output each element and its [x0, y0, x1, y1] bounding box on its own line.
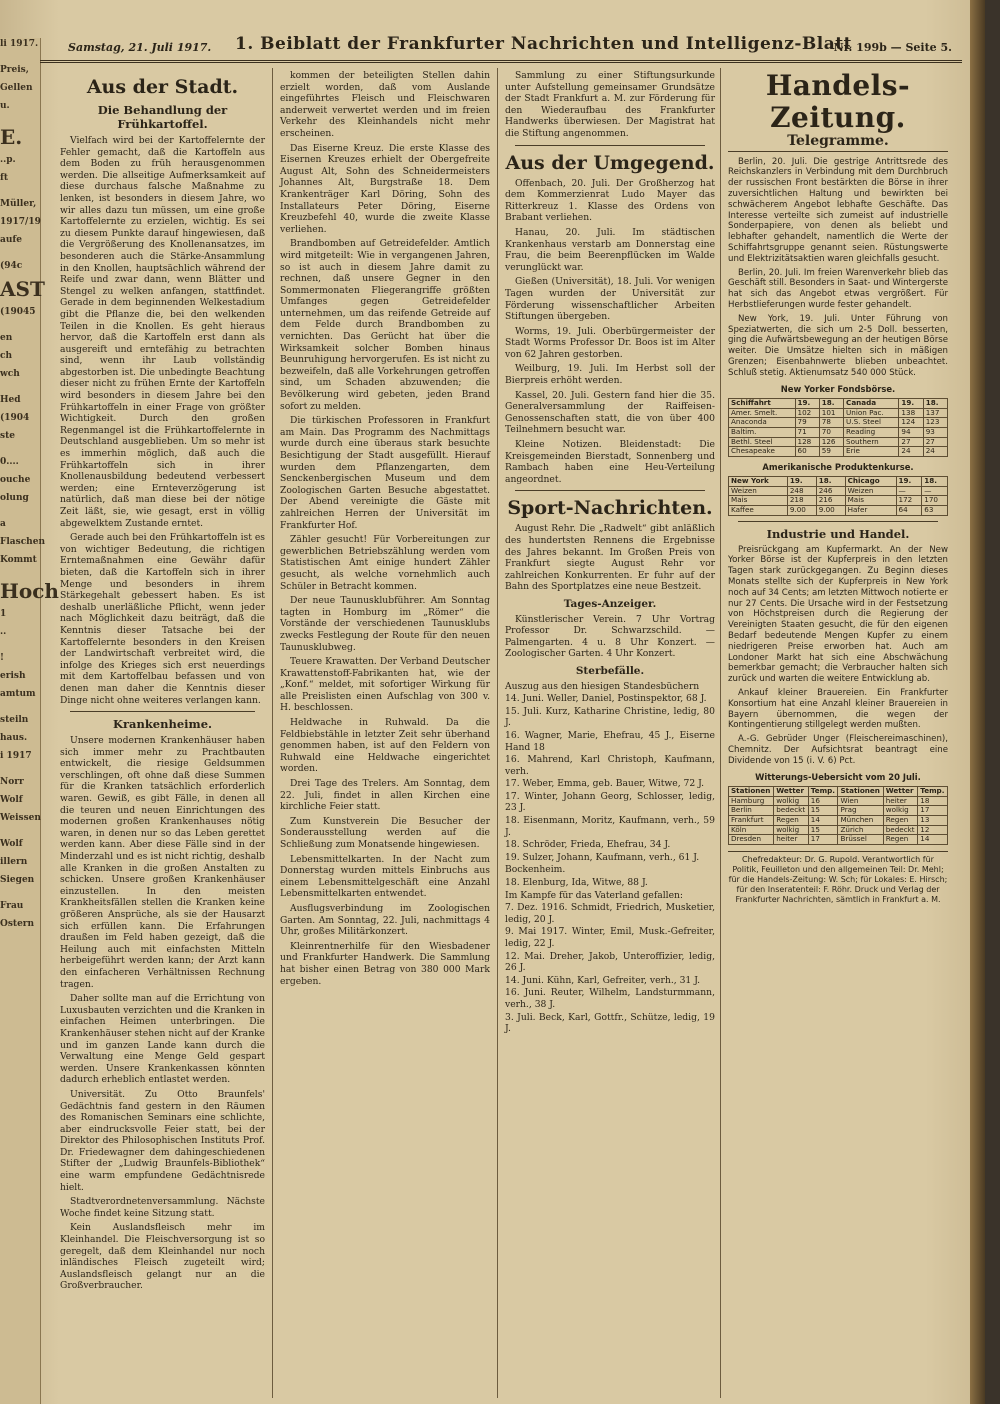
article-paragraph: Vielfach wird bei der Kartoffelernte der Fehler gemacht, daß die Kartoffeln aus dem Boden zu früh herausgenommen werden. Die allseitige Aufmerksamkeit auf diese durchaus falsche Maßnahme zu lenken, ist besonders in diesem Jahre, wo wir alles dazu tun müssen, um eine große Kartoffelernte zu erzielen, wichtig. Es sei zu diesem Punkte darauf hingewiesen, daß die Vergrößerung des Knollenansatzes, im besonderen auch die Stärke-Ansammlung in den Knollen, hauptsächlich während der Reife und zwar dann, wenn Blätter und Stengel zu welken anfangen, stattfindet. Gerade in dem beginnenden Welkestadium gibt die Pflanze die, bei den welkenden Teilen in die Knollen. Es geht hieraus hervor, daß die Kartoffeln erst dann als ausgereift und erntefähig zu betrachten sind, wenn ihr Laub vollständig abgestorben ist. Die unbedingte Beachtung dieser nicht zu frühen Ernte der Kartoffeln wird besonders in diesem Jahre bei den Frühkartoffeln in einer Frage von größter Wichtigkeit. Durch den großen Regenmangel ist die Frühkartoffelernte in Deutschland ausgeblieben. Um so mehr ist es immerhin möglich, daß auch die Frühkartoffeln sich in ihrer Knollenausbildung bedeutend verbessert werden; eine Ernteverzögerung ist natürlich, daß man diese bei der nötige Zeit läßt, sie, wie gesagt, erst in völlig abgewelktem Zustande erntet. [60, 135, 265, 529]
article-paragraph: Der neue Taunusklubführer. Am Sonntag tagten in Homburg im „Römer“ die Vorstände der verschiedenen Taunusklubs zwecks Festlegung der Route für den neuen Taunusklubweg. [280, 595, 490, 653]
table-cell: 19. [787, 477, 816, 487]
table-cell: U.S. Steel [844, 418, 899, 428]
table-cell: 13 [918, 815, 948, 825]
strip-fragment: ft [0, 173, 9, 183]
table-row [729, 486, 948, 496]
strip-fragment: Wolf [0, 795, 23, 805]
table-cell: 123 [923, 418, 947, 428]
article-paragraph: Offenbach, 20. Juli. Der Großherzog hat dem Kommerzienrat Ludo Mayer das Ritterkreuz 1. Klasse des Ordens von Brabant verliehen. [505, 177, 715, 224]
article-paragraph: Berlin, 20. Juli. Die gestrige Antrittsrede des Reichskanzlers in Verbindung mit dem Durchbruch der russischen Front bestärkten die Börse in ihrer zuversichtlichen Haltung und bewirkten bei schwächerem Angebot lebhafte Geschäfte. Das Interesse verteilte sich zumeist auf industrielle Sonderpapiere, von denen als beliebt und lebhafter gehandelt, namentlich die Werte der Schiffahrtsgruppe genannt seien. Rüstungswerte und Elektrizitätsaktien waren gleichfalls gesucht. [728, 156, 948, 264]
table-cell: 9.00 [787, 506, 816, 516]
strip-fragment: Weissen [0, 813, 41, 823]
table-cell: Temp. [918, 787, 948, 797]
table-cell: 70 [819, 427, 843, 437]
article-paragraph: Ausflugsverbindung im Zoologischen Garten. Am Sonntag, 22. Juli, nachmittags 4 Uhr, großes Militärkonzert. [280, 902, 490, 938]
table-caption-fondsboerse: New Yorker Fondsbörse. [780, 383, 896, 394]
table-cell: 24 [899, 447, 923, 457]
table-cell: Zürich [838, 825, 883, 835]
heading-telegramme: Telegramme. [728, 136, 948, 152]
death-notice: 18. Elenburg, Ida, Witwe, 88 J. [505, 877, 648, 889]
stock-table [728, 398, 948, 457]
table-cell: 71 [795, 427, 819, 437]
article-paragraph: Unsere modernen Krankenhäuser haben sich immer mehr zu Prachtbauten entwickelt, die riesige Geldsummen verschlingen, oft ohne daß diese Summen für die Kranken tatsächlich erforderlich waren. Gewiß, es gibt Fälle, in denen all die teuren und neuen Einrichtungen des modernen großen Krankenhauses nötig waren, in denen nur so das Leben gerettet werden kann. Aber diese Fälle sind in der Minderzahl und es ist nicht richtig, deshalb alle Kranken in die großen Anstalten zu schicken. Unsere großen Krankenhäuser einzustellen. In den meisten Krankheitsfällen stellen die Kranken keine größeren Ansprüche, als sie der Hausarzt sich erfüllen kann. Die Erfahrungen draußen im Feld haben gezeigt, daß die Heilung auch mit einfachsten Mitteln herbeigeführt werden kann; der Arzt kann den einfacheren Verhältnissen Rechnung tragen. [60, 735, 265, 990]
table-row [729, 815, 948, 825]
table-row [729, 796, 948, 806]
article-paragraph: Teuere Krawatten. Der Verband Deutscher Krawattenstoff-Fabrikanten hat, wie der „Konf.“ meldet, mit sofortiger Wirkung für alle Preislisten einen Aufschlag von 300 v. H. beschlossen. [280, 656, 490, 714]
strip-fragment: Müller, [0, 199, 37, 209]
article-paragraph: kommen der beteiligten Stellen dahin erzielt worden, daß vom Auslande eingeführtes Fleisch und Fleischwaren anderweit verwertet werden und im freien Verkehr des Kleinhandels nicht mehr erscheinen. [280, 70, 490, 139]
article-paragraph: Universität. Zu Otto Braunfels' Gedächtnis fand gestern in den Räumen des Romanischen Seminars eine schlichte, aber eindrucksvolle Feier statt, bei der Direktor des Philosophischen Instituts Prof. Dr. Friedewagner dem dahingeschiedenen Stifter der „Ludwig Braunfels-Bibliothek“ eine warm empfundene Gedächtnisrede hielt. [60, 1088, 265, 1193]
table-cell: München [838, 815, 883, 825]
death-notice: 12. Mai. Dreher, Jakob, Unteroffizier, ledig, 26 J. [505, 950, 715, 974]
article-paragraph: A.-G. Gebrüder Unger (Fleischereimaschinen), Chemnitz. Der Aufsichtsrat beantragt eine Dividende von 15 (i. V. 6) Pct. [728, 734, 948, 766]
imprint: Chefredakteur: Dr. G. Rupold. Verantwortlich für Politik, Feuilleton und den allgemeinen Teil: Dr. Mehl; für die Handels-Zeitung: W. Sch; für Lokales: E. Hirsch; für den Inseratenteil: F. Röhr. Druck und Verlag der Frankfurter Nachrichten, sämtlich in Frankfurt a. M. [728, 851, 948, 905]
article-paragraph: Brandbomben auf Getreidefelder. Amtlich wird mitgeteilt: Wie in vergangenen Jahren, so ist auch in diesem Jahre damit zu rechnen, daß unsere Gegner in den Sommermonaten Fliegerangriffe größten Umfanges gegen Getreidefelder unternehmen, um das reifende Getreide auf dem Felde durch Brandbomben zu vernichten. Das Gerücht hat über die Wirksamkeit solcher Bomben hinaus Beunruhigung hervorgerufen. Es ist nicht zu bezweifeln, daß alle Vorkehrungen getroffen sind, um Schaden abzuwenden; die Bevölkerung wird gebeten, jeden Brand sofort zu melden. [280, 238, 490, 412]
table-cell: Stationen [838, 787, 883, 797]
strip-fragment: ! [0, 653, 4, 663]
table-cell: 102 [795, 408, 819, 418]
strip-fragment: Hoch [0, 579, 59, 603]
table-cell: — [896, 486, 922, 496]
death-notice: 3. Juli. Beck, Karl, Gottfr., Schütze, ledig, 19 J. [505, 1011, 715, 1035]
table-cell: 16 [808, 796, 838, 806]
table-cell: Temp. [808, 787, 838, 797]
table-cell: Mais [845, 496, 896, 506]
article-paragraph: Lebensmittelkarten. In der Nacht zum Donnerstag wurden mittels Einbruchs aus einem Lebensmittelgeschäft eine Anzahl Lebensmittelkarten entwendet. [280, 853, 490, 900]
section-title-city: Aus der Stadt. [86, 76, 239, 98]
commodity-table [728, 476, 948, 515]
table-cell: Kaffee [729, 506, 788, 516]
book-edge [970, 0, 985, 1404]
table-cell: wolkig [774, 825, 809, 835]
column-local-news [60, 70, 265, 1390]
table-cell: 170 [922, 496, 948, 506]
table-cell: Berlin [729, 806, 774, 816]
death-notice: Bockenheim. [505, 864, 566, 876]
strip-fragment: (1904 [0, 413, 30, 423]
table-cell: Regen [883, 835, 918, 845]
table-cell: Prag [838, 806, 883, 816]
table-row [729, 835, 948, 845]
article-paragraph: Zum Kunstverein Die Besucher der Sonderausstellung werden auf die Schließung zum Monatsende hingewiesen. [280, 815, 490, 850]
table-cell: 18. [819, 399, 843, 409]
table-cell: 15 [808, 806, 838, 816]
table-cell: Canada [844, 399, 899, 409]
table-cell: Brüssel [838, 835, 883, 845]
article-paragraph: Sammlung zu einer Stiftungsurkunde unter Aufstellung gemeinsamer Grundsätze der Stadt Frankfurt a. M. zur Förderung für den Wiederaufbau des Frankfurter Handwerks überwiesen. Der Magistrat hat die Stiftung angenommen. [505, 70, 715, 139]
strip-fragment: (94c [0, 261, 23, 271]
table-cell: 15 [808, 825, 838, 835]
table-cell: bedeckt [883, 825, 918, 835]
article-paragraph: Hanau, 20. Juli. Im städtischen Krankenhaus verstarb am Donnerstag eine Frau, die beim Beerenpflücken im Walde verunglückt war. [505, 226, 715, 273]
heading-sterbefaelle: Sterbefälle. [575, 664, 645, 677]
column-divider [720, 68, 721, 1398]
strip-fragment: i 1917 [0, 751, 32, 761]
death-notice: 14. Juni. Kühn, Karl, Gefreiter, verh., 31 J. [505, 974, 701, 986]
table-cell: 137 [923, 408, 947, 418]
strip-fragment: 1917/19 [0, 217, 41, 227]
article-paragraph: Drei Tage des Trelers. Am Sonntag, dem 22. Juli, findet in allen Kirchen eine kirchliche Feier statt. [280, 778, 490, 813]
article-paragraph: Ankauf kleiner Brauereien. Ein Frankfurter Konsortium hat eine Anzahl kleiner Brauereien in Bayern übernommen, die wegen der Kontingentierung stillgelegt werden mußten. [728, 688, 948, 731]
table-cell: 19. [896, 477, 922, 487]
article-paragraph: Daher sollte man auf die Errichtung von Luxusbauten verzichten und die Kranken in einfachen Heimen unterbringen. Die Krankenhäuser stehen nicht auf der Kranke und im ganzen Lande kann durch die Verwaltung eine Menge Geld gespart werden. Unsere Krankenkassen könnten dadurch erheblich entlastet werden. [60, 993, 265, 1086]
table-cell: 246 [816, 486, 845, 496]
table-cell: 59 [819, 447, 843, 457]
table-cell: Frankfurt [729, 815, 774, 825]
table-cell: Bethl. Steel [729, 437, 796, 447]
strip-fragment: E. [0, 125, 23, 149]
table-cell: 94 [899, 427, 923, 437]
strip-fragment: a [0, 519, 6, 529]
table-cell: Weizen [845, 486, 896, 496]
table-row [729, 477, 948, 487]
table-cell: 18. [922, 477, 948, 487]
divider [738, 521, 938, 522]
table-cell: 172 [896, 496, 922, 506]
table-cell: wolkig [883, 806, 918, 816]
strip-fragment: Gellen [0, 83, 33, 93]
weather-table [728, 786, 948, 845]
table-cell: 63 [922, 506, 948, 516]
table-cell: 101 [819, 408, 843, 418]
strip-fragment: aufe [0, 235, 22, 245]
table-cell: Dresden [729, 835, 774, 845]
table-row [729, 418, 948, 428]
article-paragraph: Worms, 19. Juli. Oberbürgermeister der Stadt Worms Professor Dr. Boos ist im Alter von 62 Jahren gestorben. [505, 325, 715, 360]
table-cell: 128 [795, 437, 819, 447]
article-paragraph: Weilburg, 19. Juli. Im Herbst soll der Bierpreis erhöht werden. [505, 363, 715, 387]
strip-fragment: erish [0, 671, 26, 681]
article-paragraph: Zähler gesucht! Für Vorbereitungen zur gewerblichen Betriebszählung werden vom Statistischen Amt einige hundert Zähler gesucht, als welche vornehmlich auch Schüler in Betracht kommen. [280, 534, 490, 592]
article-paragraph: Kleine Notizen. Bleidenstadt: Die Kreisgemeinden Bierstadt, Sonnenberg und Rambach haben eine Heu-Verteilung angeordnet. [505, 439, 715, 485]
strip-fragment: en [0, 333, 13, 343]
table-cell: Chesapeake [729, 447, 796, 457]
death-notice: 17. Weber, Emma, geb. Bauer, Witwe, 72 J. [505, 778, 705, 790]
previous-page-strip [0, 38, 59, 1404]
article-paragraph: Kassel, 20. Juli. Gestern fand hier die 35. Generalversammlung der Raiffeisen-Genossenschaften statt, die von über 400 Teilnehmern besucht war. [505, 389, 715, 436]
table-cell: 17 [808, 835, 838, 845]
strip-fragment: Wolf [0, 839, 23, 849]
table-cell: Erie [844, 447, 899, 457]
death-notice: 16. Wagner, Marie, Ehefrau, 45 J., Eiserne Hand 18 [505, 729, 715, 753]
table-cell: 138 [899, 408, 923, 418]
strip-top: li 1917. [0, 39, 39, 49]
divider [515, 490, 705, 491]
table-cell: Stationen [729, 787, 774, 797]
article-paragraph: Kleinrentnerhilfe für den Wiesbadener und Frankfurter Handwerk. Die Sammlung hat bisher einen Betrag von 380 000 Mark ergeben. [280, 940, 490, 987]
page-number: Nr. 199b — Seite 5. [833, 41, 952, 54]
death-notice: 18. Eisenmann, Moritz, Kaufmann, verh., 59 J. [505, 815, 715, 838]
table-cell: Reading [844, 427, 899, 437]
article-heading-kartoffel: Die Behandlung der Frühkartoffel. [97, 103, 228, 131]
strip-fragment: Siegen [0, 875, 35, 885]
issue-date: Samstag, 21. Juli 1917. [68, 41, 212, 54]
strip-fragment: ch [0, 351, 13, 361]
death-notice: 18. Schröder, Frieda, Ehefrau, 34 J. [505, 839, 671, 851]
strip-fragment: ..p. [0, 155, 16, 165]
strip-fragment: (19045 [0, 307, 36, 317]
table-caption-produkten: Amerikanische Produktenkurse. [762, 461, 914, 472]
table-row [729, 825, 948, 835]
table-cell: Union Pac. [844, 408, 899, 418]
column-commerce [728, 70, 948, 1390]
table-caption-weather: Witterungs-Uebersicht vom 20 Juli. [755, 771, 921, 782]
table-cell: Köln [729, 825, 774, 835]
table-cell: Weizen [729, 486, 788, 496]
table-cell: 79 [795, 418, 819, 428]
table-cell: Baltim. [729, 427, 796, 437]
strip-fragment: Flaschen [0, 537, 45, 547]
article-paragraph: Heldwache in Ruhwald. Da die Feldbiebstähle in letzter Zeit sehr überhand genommen haben, ist auf den Feldern von Ruhwald eine Heldwache eingerichtet worden. [280, 717, 490, 775]
table-cell: heiter [774, 835, 809, 845]
table-cell: New York [729, 477, 788, 487]
table-cell: 27 [923, 437, 947, 447]
death-notice: Im Kampfe für das Vaterland gefallen: [505, 889, 684, 901]
table-cell: Wetter [883, 787, 918, 797]
strip-fragment: AST [0, 277, 45, 301]
strip-fragment: haus. [0, 733, 28, 743]
section-title-region: Aus der Umgegend. [505, 151, 715, 174]
death-notice: 15. Juli. Kurz, Katharine Christine, ledig, 80 J. [505, 705, 715, 729]
heading-tages-anzeiger: Tages-Anzeiger. [563, 597, 657, 610]
strip-fragment: steiln [0, 715, 29, 725]
strip-fragment: Frau [0, 901, 24, 911]
table-row [729, 496, 948, 506]
article-paragraph: August Rehr. Die „Radwelt“ gibt anläßlich des hundertsten Rennens die Ergebnisse des Jahres bekannt. Im Großen Preis von Frankfurt siegte August Rehr vor zahlreichen Konkurrenten. Er fuhr auf der Bahn des Sportplatzes eine neue Bestzeit. [505, 523, 715, 593]
column-divider [272, 68, 273, 1398]
table-cell: 27 [899, 437, 923, 447]
death-notices-list [505, 681, 715, 1035]
death-notice: 17. Winter, Johann Georg, Schlosser, ledig, 23 J. [505, 790, 715, 814]
table-cell: 126 [819, 437, 843, 447]
table-cell: 17 [918, 806, 948, 816]
death-notice: 19. Sulzer, Johann, Kaufmann, verh., 61 J. [505, 851, 700, 863]
table-cell: Mais [729, 496, 788, 506]
table-cell: 9.00 [816, 506, 845, 516]
masthead [40, 30, 962, 63]
article-paragraph: Gerade auch bei den Frühkartoffeln ist es von wichtiger Bedeutung, die richtigen Erntemaßnahmen eine Gewähr dafür bieten, daß die Kartoffeln sich in ihrer Menge und besonders in ihrem Stärkegehalt gebessert haben. Es ist deshalb unerläßliche Pflicht, wenn jeder nach Möglichkeit dazu beiträgt, daß die Kenntnis dieser Tatsache bei der Kartoffelernte besonders in den Kreisen der Landwirtschaft verbreitet wird, die infolge des Krieges sich erst neuerdings mit dem Kartoffelbau befassen und von denen man daher die Kenntnis dieser Dinge nicht ohne weiteres verlangen kann. [60, 532, 266, 706]
table-cell: 216 [816, 496, 845, 506]
table-cell: Regen [883, 815, 918, 825]
death-notice: 9. Mai 1917. Winter, Emil, Musk.-Gefreiter, ledig, 22 J. [505, 926, 715, 949]
heading-industrie: Industrie und Handel. [766, 526, 910, 541]
column-local-news-cont [280, 70, 490, 1390]
strip-fragment: Hed [0, 395, 21, 405]
death-notice: 7. Dez. 1916. Schmidt, Friedrich, Musketier, ledig, 20 J. [505, 902, 715, 925]
strip-fragment: 0.... [0, 457, 19, 467]
table-row [729, 506, 948, 516]
strip-fragments [0, 64, 59, 930]
article-paragraph: New York, 19. Juli. Unter Führung von Speziatwerten, die sich um 2-5 Doll. besserten, ging die Aufwärtsbewegung an der heutigen Börse weiter. Die Umsätze hielten sich in mäßigen Grenzen; Eisenbahnwerte blieben unbeachtet. Schluß stetig. Aktienumsatz 540 000 Stück. [728, 313, 948, 378]
death-notice: 14. Juni. Weller, Daniel, Postinspektor, 68 J. [505, 693, 707, 705]
column-divider [497, 68, 498, 1398]
strip-fragment: wch [0, 369, 20, 379]
strip-fragment: ouche [0, 475, 31, 485]
table-cell: 24 [923, 447, 947, 457]
table-cell: 78 [819, 418, 843, 428]
table-cell: 18 [918, 796, 948, 806]
strip-fragment: Preis, [0, 65, 29, 75]
table-row [729, 447, 948, 457]
strip-fragment: illern [0, 857, 28, 867]
strip-fragment: ste [0, 431, 15, 441]
table-row [729, 427, 948, 437]
strip-fragment: olung [0, 493, 29, 503]
table-cell: 60 [795, 447, 819, 457]
death-notice: 16. Mahrend, Karl Christoph, Kaufmann, verh. [505, 754, 715, 777]
table-row [729, 399, 948, 409]
article-paragraph: Preisrückgang am Kupfermarkt. An der New Yorker Börse ist der Kupferpreis in den letzten Tagen stark zurückgegangen. Zu Beginn dieses Monats stellte sich der Kupferpreis in New York noch auf 34 Cents; am letzten Mittwoch notierte er nur 27 Cents. Die Ursache wird in der Festsetzung von Höchstpreisen durch die Regierung der Vereinigten Staaten gesucht, die für den eigenen Bedarf bedeutende Mengen Kupfer zu einem niedrigeren Preise erworben hat. Auch am Londoner Markt hat sich eine Abschwächung bemerkbar gemacht; die Verbraucher halten sich zurück und warten die weitere Entwicklung ab. [728, 544, 948, 685]
table-cell: 18. [923, 399, 947, 409]
strip-fragment: Norr [0, 777, 24, 787]
section-title-commerce: Handels-Zeitung. [765, 69, 911, 134]
supplement-title: 1. Beiblatt der Frankfurter Nachrichten und Intelligenz-Blatt [235, 34, 852, 54]
table-cell: 18. [816, 477, 845, 487]
table-cell: 19. [899, 399, 923, 409]
table-cell: bedeckt [774, 806, 809, 816]
death-notice: 16. Juni. Reuter, Wilhelm, Landsturmmann, verh., 38 J. [505, 987, 715, 1010]
table-cell: wolkig [774, 796, 809, 806]
table-cell: 248 [787, 486, 816, 496]
table-row [729, 787, 948, 797]
table-cell: 14 [918, 835, 948, 845]
strip-fragment: .. [0, 627, 7, 637]
table-cell: Hafer [845, 506, 896, 516]
table-cell: Hamburg [729, 796, 774, 806]
table-cell: 14 [808, 815, 838, 825]
article-paragraph: Die türkischen Professoren in Frankfurt am Main. Das Programm des Nachmittags wurde durch eine überaus stark besuchte Besichtigung der Stadt ausgefüllt. Hierauf wurden dem Pflanzengarten, dem Senckenbergischen Museum und dem Zoologischen Garten Besuche abgestattet. Der Abend vereinigte die Gäste mit zahlreichen Herren der Universität im Frankfurter Hof. [280, 415, 490, 531]
strip-fragment: amtum [0, 689, 36, 699]
strip-fragment: 1 [0, 609, 7, 619]
divider [70, 711, 255, 712]
column-region-sport [505, 70, 715, 1390]
table-cell: 12 [918, 825, 948, 835]
article-paragraph: Stadtverordnetenversammlung. Nächste Woche findet keine Sitzung statt. [60, 1196, 265, 1219]
table-cell: Amer. Smelt. [729, 408, 796, 418]
article-paragraph: Das Eiserne Kreuz. Die erste Klasse des Eisernen Kreuzes erhielt der Obergefreite August Alt, Sohn des Schneidermeisters Johannes Alt, Burgstraße 18. Dem Krankenträger Karl Döring, Sohn des Installateurs Peter Döring, Eiserne Kreuzbefehl 40, wurde die zweite Klasse verliehen. [280, 142, 490, 235]
table-cell: 218 [787, 496, 816, 506]
table-cell: 93 [923, 427, 947, 437]
strip-fragment: Kommt [0, 555, 37, 565]
table-cell: 64 [896, 506, 922, 516]
table-cell: Wetter [774, 787, 809, 797]
table-cell: Anaconda [729, 418, 796, 428]
table-cell: Schiffahrt [729, 399, 796, 409]
death-notice: Auszug aus den hiesigen Standesbüchern [505, 680, 700, 692]
article-paragraph: Kein Auslandsfleisch mehr im Kleinhandel. Die Fleischversorgung ist so geregelt, daß dem Kleinhandel nur noch inländisches Fleisch zugeteilt wird; Auslandsfleisch gelangt nur an die Großverbraucher. [60, 1222, 265, 1292]
table-cell: — [922, 486, 948, 496]
divider [515, 145, 705, 146]
article-paragraph: Künstlerischer Verein. 7 Uhr Vortrag Professor Dr. Schwarzschild. — Palmengarten. 4 u. 8 Uhr Konzert. — Zoologischer Garten. 4 Uhr Konzert. [505, 613, 715, 660]
strip-fragment: Ostern [0, 919, 35, 929]
table-cell: Southern [844, 437, 899, 447]
article-heading-krankenheime: Krankenheime. [112, 717, 213, 732]
table-cell: Regen [774, 815, 809, 825]
table-cell: Wien [838, 796, 883, 806]
article-paragraph: Berlin, 20. Juli. Im freien Warenverkehr blieb das Geschäft still. Besonders in Saat- und Wintergerste hat sich das Angebot etwas vergrößert. Für Herbstlieferungen wurde fester gehandelt. [728, 267, 948, 310]
section-title-sport: Sport-Nachrichten. [507, 497, 713, 520]
article-paragraph: Gießen (Universität), 18. Juli. Vor wenigen Tagen wurden der Universität zur Förderung wissenschaftlicher Arbeiten Stiftungen übergeben. [505, 276, 715, 323]
table-cell: Chicago [845, 477, 896, 487]
strip-fragment: u. [0, 101, 10, 111]
table-cell: 19. [795, 399, 819, 409]
table-cell: 124 [899, 418, 923, 428]
table-cell: heiter [883, 796, 918, 806]
